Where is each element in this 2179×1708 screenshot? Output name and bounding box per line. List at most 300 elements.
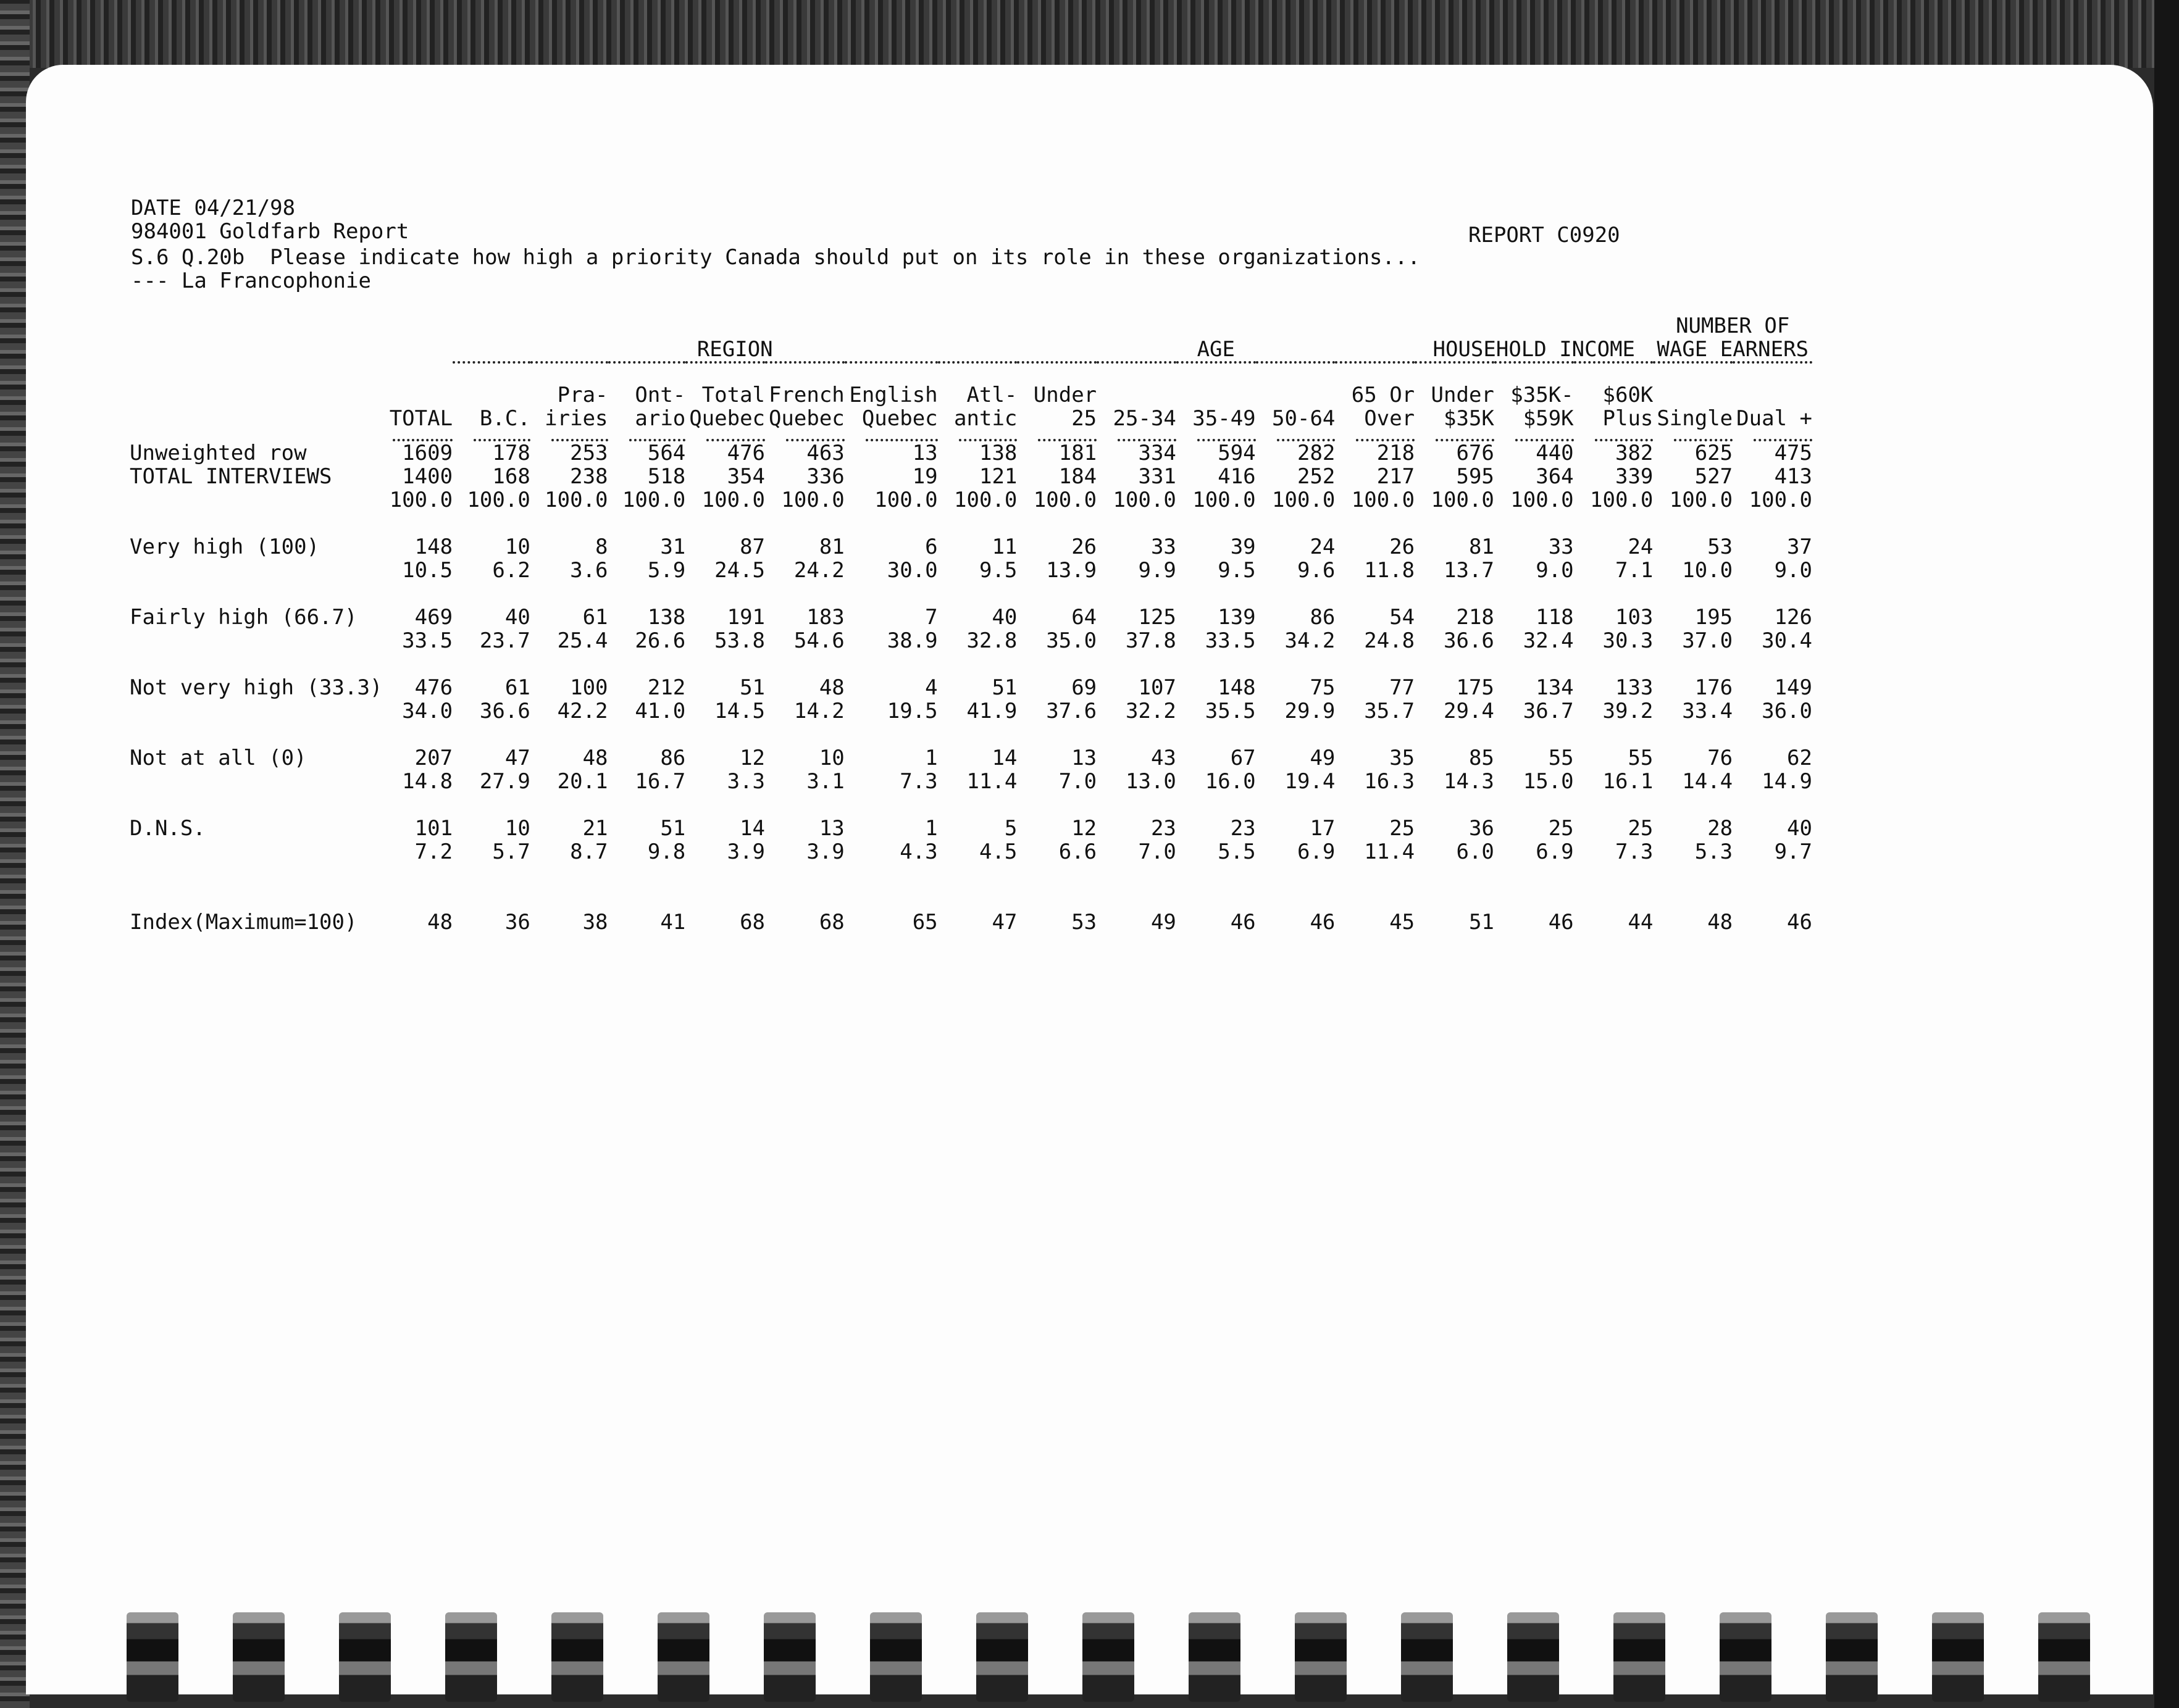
table-cell: 100.0 bbox=[389, 488, 453, 512]
table-cell: 3.1 bbox=[806, 769, 845, 794]
table-cell: 9.7 bbox=[1774, 839, 1812, 864]
column-header: 65 Or Over bbox=[1351, 383, 1415, 431]
table-cell: 46 bbox=[1548, 910, 1574, 935]
table-cell: 35.7 bbox=[1364, 699, 1415, 723]
table-cell: 440 bbox=[1536, 441, 1574, 465]
table-cell: 17 bbox=[1310, 816, 1336, 841]
column-divider bbox=[608, 433, 686, 441]
table-cell: 354 bbox=[727, 464, 766, 489]
table-cell: 175 bbox=[1456, 675, 1494, 700]
table-cell: 564 bbox=[647, 441, 686, 465]
table-cell: 55 bbox=[1548, 746, 1574, 770]
table-cell: 38 bbox=[582, 910, 608, 935]
table-cell: 1609 bbox=[402, 441, 453, 465]
column-divider-row bbox=[130, 433, 1812, 441]
column-divider bbox=[1335, 433, 1415, 441]
row-label: D.N.S. bbox=[130, 816, 206, 841]
table-cell: 40 bbox=[504, 605, 530, 630]
table-cell: 26.6 bbox=[635, 628, 686, 653]
row-label bbox=[130, 488, 372, 512]
column-header: 50-64 bbox=[1272, 406, 1336, 431]
column-header: Under $35K bbox=[1431, 383, 1494, 431]
table-cell: 3.3 bbox=[727, 769, 766, 794]
table-cell: 33 bbox=[1150, 535, 1176, 559]
table-cell: 3.9 bbox=[806, 839, 845, 864]
table-cell: 101 bbox=[414, 816, 453, 841]
group-header-row bbox=[130, 312, 1812, 362]
column-divider bbox=[372, 433, 453, 441]
table-cell: 14.2 bbox=[793, 699, 845, 723]
table-cell: 191 bbox=[727, 605, 766, 630]
table-cell: 32.4 bbox=[1523, 628, 1574, 653]
table-cell: 14.5 bbox=[714, 699, 766, 723]
table-cell: 36.6 bbox=[479, 699, 530, 723]
table-cell: 416 bbox=[1218, 464, 1256, 489]
table-cell: 7.0 bbox=[1138, 839, 1176, 864]
table-row bbox=[130, 629, 1812, 652]
table-cell: 625 bbox=[1694, 441, 1733, 465]
spiral-loop bbox=[870, 1612, 922, 1702]
table-row bbox=[130, 699, 1812, 723]
column-divider bbox=[1097, 433, 1176, 441]
spiral-loop bbox=[127, 1612, 178, 1702]
group-income: HOUSEHOLD INCOME bbox=[1432, 337, 1636, 362]
table-cell: 139 bbox=[1218, 605, 1256, 630]
table-cell: 100 bbox=[570, 675, 608, 700]
row-label: Fairly high (66.7) bbox=[130, 605, 358, 630]
table-cell: 100.0 bbox=[1192, 488, 1256, 512]
table-cell: 32.8 bbox=[966, 628, 1018, 653]
table-cell: 364 bbox=[1536, 464, 1574, 489]
table-cell: 594 bbox=[1218, 441, 1256, 465]
table-cell: 148 bbox=[414, 535, 453, 559]
spiral-loop bbox=[1720, 1612, 1771, 1702]
row-label: Unweighted row bbox=[130, 441, 307, 465]
column-divider bbox=[1653, 433, 1733, 441]
table-cell: 121 bbox=[979, 464, 1018, 489]
table-cell: 49 bbox=[1150, 910, 1176, 935]
spiral-loop bbox=[233, 1612, 285, 1702]
table-cell: 184 bbox=[1058, 464, 1097, 489]
table-cell: 53.8 bbox=[714, 628, 766, 653]
table-row bbox=[130, 676, 1812, 699]
table-cell: 1 bbox=[925, 746, 938, 770]
group-divider-row bbox=[130, 362, 1812, 375]
table-cell: 26 bbox=[1071, 535, 1097, 559]
table-cell: 29.9 bbox=[1284, 699, 1336, 723]
table-cell: 51 bbox=[992, 675, 1018, 700]
table-cell: 35.0 bbox=[1046, 628, 1097, 653]
table-cell: 47 bbox=[992, 910, 1018, 935]
table-cell: 16.0 bbox=[1205, 769, 1256, 794]
table-cell: 6.0 bbox=[1456, 839, 1494, 864]
table-cell: 21 bbox=[582, 816, 608, 841]
table-cell: 10.0 bbox=[1682, 558, 1733, 583]
table-cell: 13 bbox=[1071, 746, 1097, 770]
table-cell: 134 bbox=[1536, 675, 1574, 700]
spiral-loop bbox=[976, 1612, 1028, 1702]
table-cell: 19.4 bbox=[1284, 769, 1336, 794]
spacer-row bbox=[130, 793, 1812, 817]
table-cell: 4 bbox=[925, 675, 938, 700]
table-cell: 14 bbox=[992, 746, 1018, 770]
spacer-row bbox=[130, 512, 1812, 535]
table-cell: 23.7 bbox=[479, 628, 530, 653]
table-cell: 46 bbox=[1310, 910, 1336, 935]
table-cell: 25 bbox=[1389, 816, 1415, 841]
table-cell: 218 bbox=[1456, 605, 1494, 630]
spiral-loop bbox=[1826, 1612, 1878, 1702]
column-header: 25-34 bbox=[1113, 406, 1176, 431]
table-cell: 62 bbox=[1787, 746, 1812, 770]
table-cell: 48 bbox=[1707, 910, 1733, 935]
table-cell: 100.0 bbox=[1669, 488, 1733, 512]
table-cell: 595 bbox=[1456, 464, 1494, 489]
table-row bbox=[130, 817, 1812, 840]
table-cell: 168 bbox=[492, 464, 530, 489]
group-divider bbox=[1653, 362, 1812, 375]
table-cell: 25.4 bbox=[557, 628, 608, 653]
column-divider bbox=[845, 433, 938, 441]
spiral-loop bbox=[764, 1612, 816, 1702]
table-cell: 34.0 bbox=[402, 699, 453, 723]
row-label: Index(Maximum=100) bbox=[130, 910, 358, 935]
question-subject: --- La Francophonie bbox=[131, 269, 371, 293]
spiral-loop bbox=[1082, 1612, 1134, 1702]
table-cell: 15.0 bbox=[1523, 769, 1574, 794]
table-cell: 100.0 bbox=[1272, 488, 1336, 512]
column-header: TOTAL bbox=[389, 406, 453, 431]
table-cell: 39 bbox=[1230, 535, 1256, 559]
row-label bbox=[130, 629, 372, 652]
table-cell: 3.9 bbox=[727, 839, 766, 864]
table-cell: 68 bbox=[819, 910, 845, 935]
column-divider bbox=[1256, 433, 1336, 441]
table-cell: 475 bbox=[1774, 441, 1812, 465]
table-cell: 37.6 bbox=[1046, 699, 1097, 723]
table-cell: 16.3 bbox=[1364, 769, 1415, 794]
group-wage-earners: NUMBER OF WAGE EARNERS bbox=[1657, 314, 1809, 362]
table-cell: 33.5 bbox=[1205, 628, 1256, 653]
table-cell: 27.9 bbox=[479, 769, 530, 794]
table-cell: 9.0 bbox=[1774, 558, 1812, 583]
table-cell: 46 bbox=[1787, 910, 1812, 935]
table-cell: 13 bbox=[912, 441, 938, 465]
table-body bbox=[130, 441, 1812, 934]
table-cell: 67 bbox=[1230, 746, 1256, 770]
table-cell: 55 bbox=[1628, 746, 1654, 770]
table-cell: 36.0 bbox=[1762, 699, 1812, 723]
spiral-loop bbox=[1507, 1612, 1559, 1702]
table-cell: 5.9 bbox=[647, 558, 686, 583]
column-divider bbox=[765, 433, 845, 441]
table-cell: 253 bbox=[570, 441, 608, 465]
column-header: Single bbox=[1657, 406, 1733, 431]
table-cell: 54.6 bbox=[793, 628, 845, 653]
table-cell: 36.7 bbox=[1523, 699, 1574, 723]
spiral-loop bbox=[1613, 1612, 1665, 1702]
table-cell: 1 bbox=[925, 816, 938, 841]
table-cell: 100.0 bbox=[545, 488, 608, 512]
table-cell: 100.0 bbox=[1431, 488, 1494, 512]
row-label: Not at all (0) bbox=[130, 746, 307, 770]
table-cell: 476 bbox=[414, 675, 453, 700]
table-cell: 331 bbox=[1138, 464, 1176, 489]
spiral-loop bbox=[658, 1612, 709, 1702]
table-cell: 469 bbox=[414, 605, 453, 630]
spiral-loop bbox=[1189, 1612, 1240, 1702]
table-cell: 5.5 bbox=[1218, 839, 1256, 864]
table-cell: 45 bbox=[1389, 910, 1415, 935]
binder-edge-right bbox=[2154, 0, 2179, 1708]
table-cell: 35 bbox=[1389, 746, 1415, 770]
table-cell: 19.5 bbox=[887, 699, 938, 723]
table-cell: 527 bbox=[1694, 464, 1733, 489]
table-cell: 100.0 bbox=[1113, 488, 1176, 512]
table-cell: 100.0 bbox=[467, 488, 530, 512]
column-divider bbox=[1494, 433, 1574, 441]
table-cell: 10 bbox=[504, 816, 530, 841]
spacer-row bbox=[130, 864, 1812, 887]
table-cell: 238 bbox=[570, 464, 608, 489]
table-cell: 339 bbox=[1615, 464, 1654, 489]
table-cell: 37.0 bbox=[1682, 628, 1733, 653]
table-cell: 20.1 bbox=[557, 769, 608, 794]
row-label: Very high (100) bbox=[130, 535, 320, 559]
table-cell: 212 bbox=[647, 675, 686, 700]
column-header-row bbox=[130, 375, 1812, 433]
report-name: 984001 Goldfarb Report bbox=[131, 219, 409, 244]
table-cell: 9.5 bbox=[1218, 558, 1256, 583]
table-cell: 100.0 bbox=[1749, 488, 1812, 512]
table-cell: 41.9 bbox=[966, 699, 1018, 723]
column-divider bbox=[938, 433, 1018, 441]
table-cell: 6.9 bbox=[1297, 839, 1336, 864]
table-cell: 5.7 bbox=[492, 839, 530, 864]
table-cell: 8.7 bbox=[570, 839, 608, 864]
row-label bbox=[130, 559, 372, 582]
spiral-loop bbox=[1295, 1612, 1347, 1702]
row-label: TOTAL INTERVIEWS bbox=[130, 464, 332, 489]
table-row bbox=[130, 746, 1812, 770]
table-cell: 11.4 bbox=[966, 769, 1018, 794]
table-cell: 24.8 bbox=[1364, 628, 1415, 653]
table-cell: 48 bbox=[582, 746, 608, 770]
row-label: Not very high (33.3) bbox=[130, 675, 383, 700]
table-cell: 518 bbox=[647, 464, 686, 489]
table-cell: 11.4 bbox=[1364, 839, 1415, 864]
table-cell: 31 bbox=[660, 535, 686, 559]
column-header: Under 25 bbox=[1033, 383, 1097, 431]
table-cell: 85 bbox=[1468, 746, 1494, 770]
table-cell: 176 bbox=[1694, 675, 1733, 700]
table-cell: 100.0 bbox=[781, 488, 845, 512]
group-age: AGE bbox=[1197, 337, 1235, 362]
table-cell: 133 bbox=[1615, 675, 1654, 700]
table-cell: 32.2 bbox=[1126, 699, 1176, 723]
table-cell: 207 bbox=[414, 746, 453, 770]
table-cell: 476 bbox=[727, 441, 766, 465]
column-header: French Quebec bbox=[768, 383, 845, 431]
table-cell: 14.3 bbox=[1444, 769, 1494, 794]
column-header: English Quebec bbox=[849, 383, 938, 431]
table-cell: 9.6 bbox=[1297, 558, 1336, 583]
column-divider bbox=[1574, 433, 1654, 441]
table-cell: 13.7 bbox=[1444, 558, 1494, 583]
table-cell: 14.4 bbox=[1682, 769, 1733, 794]
table-cell: 14.9 bbox=[1762, 769, 1812, 794]
table-row bbox=[130, 910, 1812, 934]
table-cell: 81 bbox=[819, 535, 845, 559]
table-cell: 100.0 bbox=[954, 488, 1018, 512]
table-row bbox=[130, 465, 1812, 488]
table-cell: 181 bbox=[1058, 441, 1097, 465]
column-divider bbox=[1017, 433, 1097, 441]
table-cell: 6.2 bbox=[492, 558, 530, 583]
table-cell: 10 bbox=[819, 746, 845, 770]
table-cell: 100.0 bbox=[874, 488, 938, 512]
table-cell: 36 bbox=[1468, 816, 1494, 841]
table-cell: 14.8 bbox=[402, 769, 453, 794]
column-divider bbox=[1733, 433, 1812, 441]
table-cell: 42.2 bbox=[557, 699, 608, 723]
column-header: Total Quebec bbox=[689, 383, 766, 431]
column-header: Ont- ario bbox=[635, 383, 686, 431]
table-cell: 38.9 bbox=[887, 628, 938, 653]
table-cell: 12 bbox=[1071, 816, 1097, 841]
table-cell: 9.5 bbox=[979, 558, 1018, 583]
table-cell: 9.9 bbox=[1138, 558, 1176, 583]
row-label bbox=[130, 770, 372, 793]
table-cell: 68 bbox=[740, 910, 766, 935]
table-cell: 149 bbox=[1774, 675, 1812, 700]
table-cell: 218 bbox=[1376, 441, 1415, 465]
table-cell: 334 bbox=[1138, 441, 1176, 465]
table-cell: 336 bbox=[806, 464, 845, 489]
spiral-loop bbox=[2038, 1612, 2090, 1702]
table-cell: 413 bbox=[1774, 464, 1812, 489]
table-cell: 14 bbox=[740, 816, 766, 841]
table-cell: 12 bbox=[740, 746, 766, 770]
table-cell: 69 bbox=[1071, 675, 1097, 700]
group-divider bbox=[1017, 362, 1415, 375]
table-cell: 19 bbox=[912, 464, 938, 489]
table-cell: 54 bbox=[1389, 605, 1415, 630]
table-cell: 1400 bbox=[402, 464, 453, 489]
table-cell: 7.1 bbox=[1615, 558, 1654, 583]
table-cell: 53 bbox=[1071, 910, 1097, 935]
table-head bbox=[130, 312, 1812, 441]
table-cell: 6.6 bbox=[1058, 839, 1097, 864]
table-cell: 282 bbox=[1297, 441, 1336, 465]
table-cell: 138 bbox=[647, 605, 686, 630]
table-cell: 676 bbox=[1456, 441, 1494, 465]
table-cell: 39.2 bbox=[1602, 699, 1654, 723]
table-cell: 5 bbox=[1004, 816, 1018, 841]
table-cell: 40 bbox=[1787, 816, 1812, 841]
table-cell: 7.3 bbox=[900, 769, 938, 794]
table-row bbox=[130, 488, 1812, 512]
column-header: B.C. bbox=[479, 406, 530, 431]
column-header: Pra- iries bbox=[545, 383, 608, 431]
table-row bbox=[130, 441, 1812, 465]
column-divider bbox=[1176, 433, 1256, 441]
table-cell: 30.4 bbox=[1762, 628, 1812, 653]
table-cell: 51 bbox=[660, 816, 686, 841]
binder-edge-top bbox=[0, 0, 2179, 68]
table-cell: 53 bbox=[1707, 535, 1733, 559]
table-cell: 10.5 bbox=[402, 558, 453, 583]
table-cell: 75 bbox=[1310, 675, 1336, 700]
table-cell: 100.0 bbox=[1033, 488, 1097, 512]
table-cell: 13 bbox=[819, 816, 845, 841]
table-cell: 33.5 bbox=[402, 628, 453, 653]
table-cell: 43 bbox=[1150, 746, 1176, 770]
table-cell: 47 bbox=[504, 746, 530, 770]
table-cell: 11 bbox=[992, 535, 1018, 559]
table-cell: 35.5 bbox=[1205, 699, 1256, 723]
table-cell: 34.2 bbox=[1284, 628, 1336, 653]
question-text: S.6 Q.20b Please indicate how high a priority Canada should put on its role in these organizations... bbox=[131, 245, 1420, 270]
table-cell: 24.2 bbox=[793, 558, 845, 583]
table-cell: 86 bbox=[660, 746, 686, 770]
table-cell: 126 bbox=[1774, 605, 1812, 630]
table-cell: 148 bbox=[1218, 675, 1256, 700]
table-cell: 30.0 bbox=[887, 558, 938, 583]
table-cell: 100.0 bbox=[701, 488, 766, 512]
table-cell: 76 bbox=[1707, 746, 1733, 770]
table-cell: 24 bbox=[1628, 535, 1654, 559]
table-row bbox=[130, 606, 1812, 629]
table-cell: 100.0 bbox=[1510, 488, 1574, 512]
report-date: DATE 04/21/98 bbox=[131, 196, 296, 220]
table-cell: 382 bbox=[1615, 441, 1654, 465]
table-cell: 51 bbox=[1468, 910, 1494, 935]
table-cell: 37.8 bbox=[1126, 628, 1176, 653]
table-cell: 13.9 bbox=[1046, 558, 1097, 583]
crosstab-table bbox=[130, 312, 1812, 934]
column-header: $60K Plus bbox=[1602, 383, 1654, 431]
table-cell: 26 bbox=[1389, 535, 1415, 559]
table-cell: 9.0 bbox=[1536, 558, 1574, 583]
table-cell: 86 bbox=[1310, 605, 1336, 630]
binder-edge-left bbox=[0, 0, 30, 1708]
table-cell: 65 bbox=[912, 910, 938, 935]
table-row bbox=[130, 559, 1812, 582]
spiral-loop bbox=[445, 1612, 497, 1702]
table-cell: 33 bbox=[1548, 535, 1574, 559]
table-cell: 49 bbox=[1310, 746, 1336, 770]
table-cell: 100.0 bbox=[622, 488, 686, 512]
table-cell: 28 bbox=[1707, 816, 1733, 841]
row-label bbox=[130, 840, 372, 864]
table-cell: 4.3 bbox=[900, 839, 938, 864]
table-cell: 37 bbox=[1787, 535, 1812, 559]
report-id: REPORT C0920 bbox=[1468, 223, 1620, 248]
table-cell: 36 bbox=[504, 910, 530, 935]
table-cell: 7.0 bbox=[1058, 769, 1097, 794]
table-cell: 64 bbox=[1071, 605, 1097, 630]
table-cell: 463 bbox=[806, 441, 845, 465]
table-cell: 36.6 bbox=[1444, 628, 1494, 653]
table-cell: 100.0 bbox=[1351, 488, 1415, 512]
column-header: 35-49 bbox=[1192, 406, 1256, 431]
group-divider bbox=[1415, 362, 1653, 375]
column-header: $35K- $59K bbox=[1510, 383, 1574, 431]
column-divider bbox=[453, 433, 530, 441]
table-row bbox=[130, 840, 1812, 864]
table-cell: 23 bbox=[1150, 816, 1176, 841]
